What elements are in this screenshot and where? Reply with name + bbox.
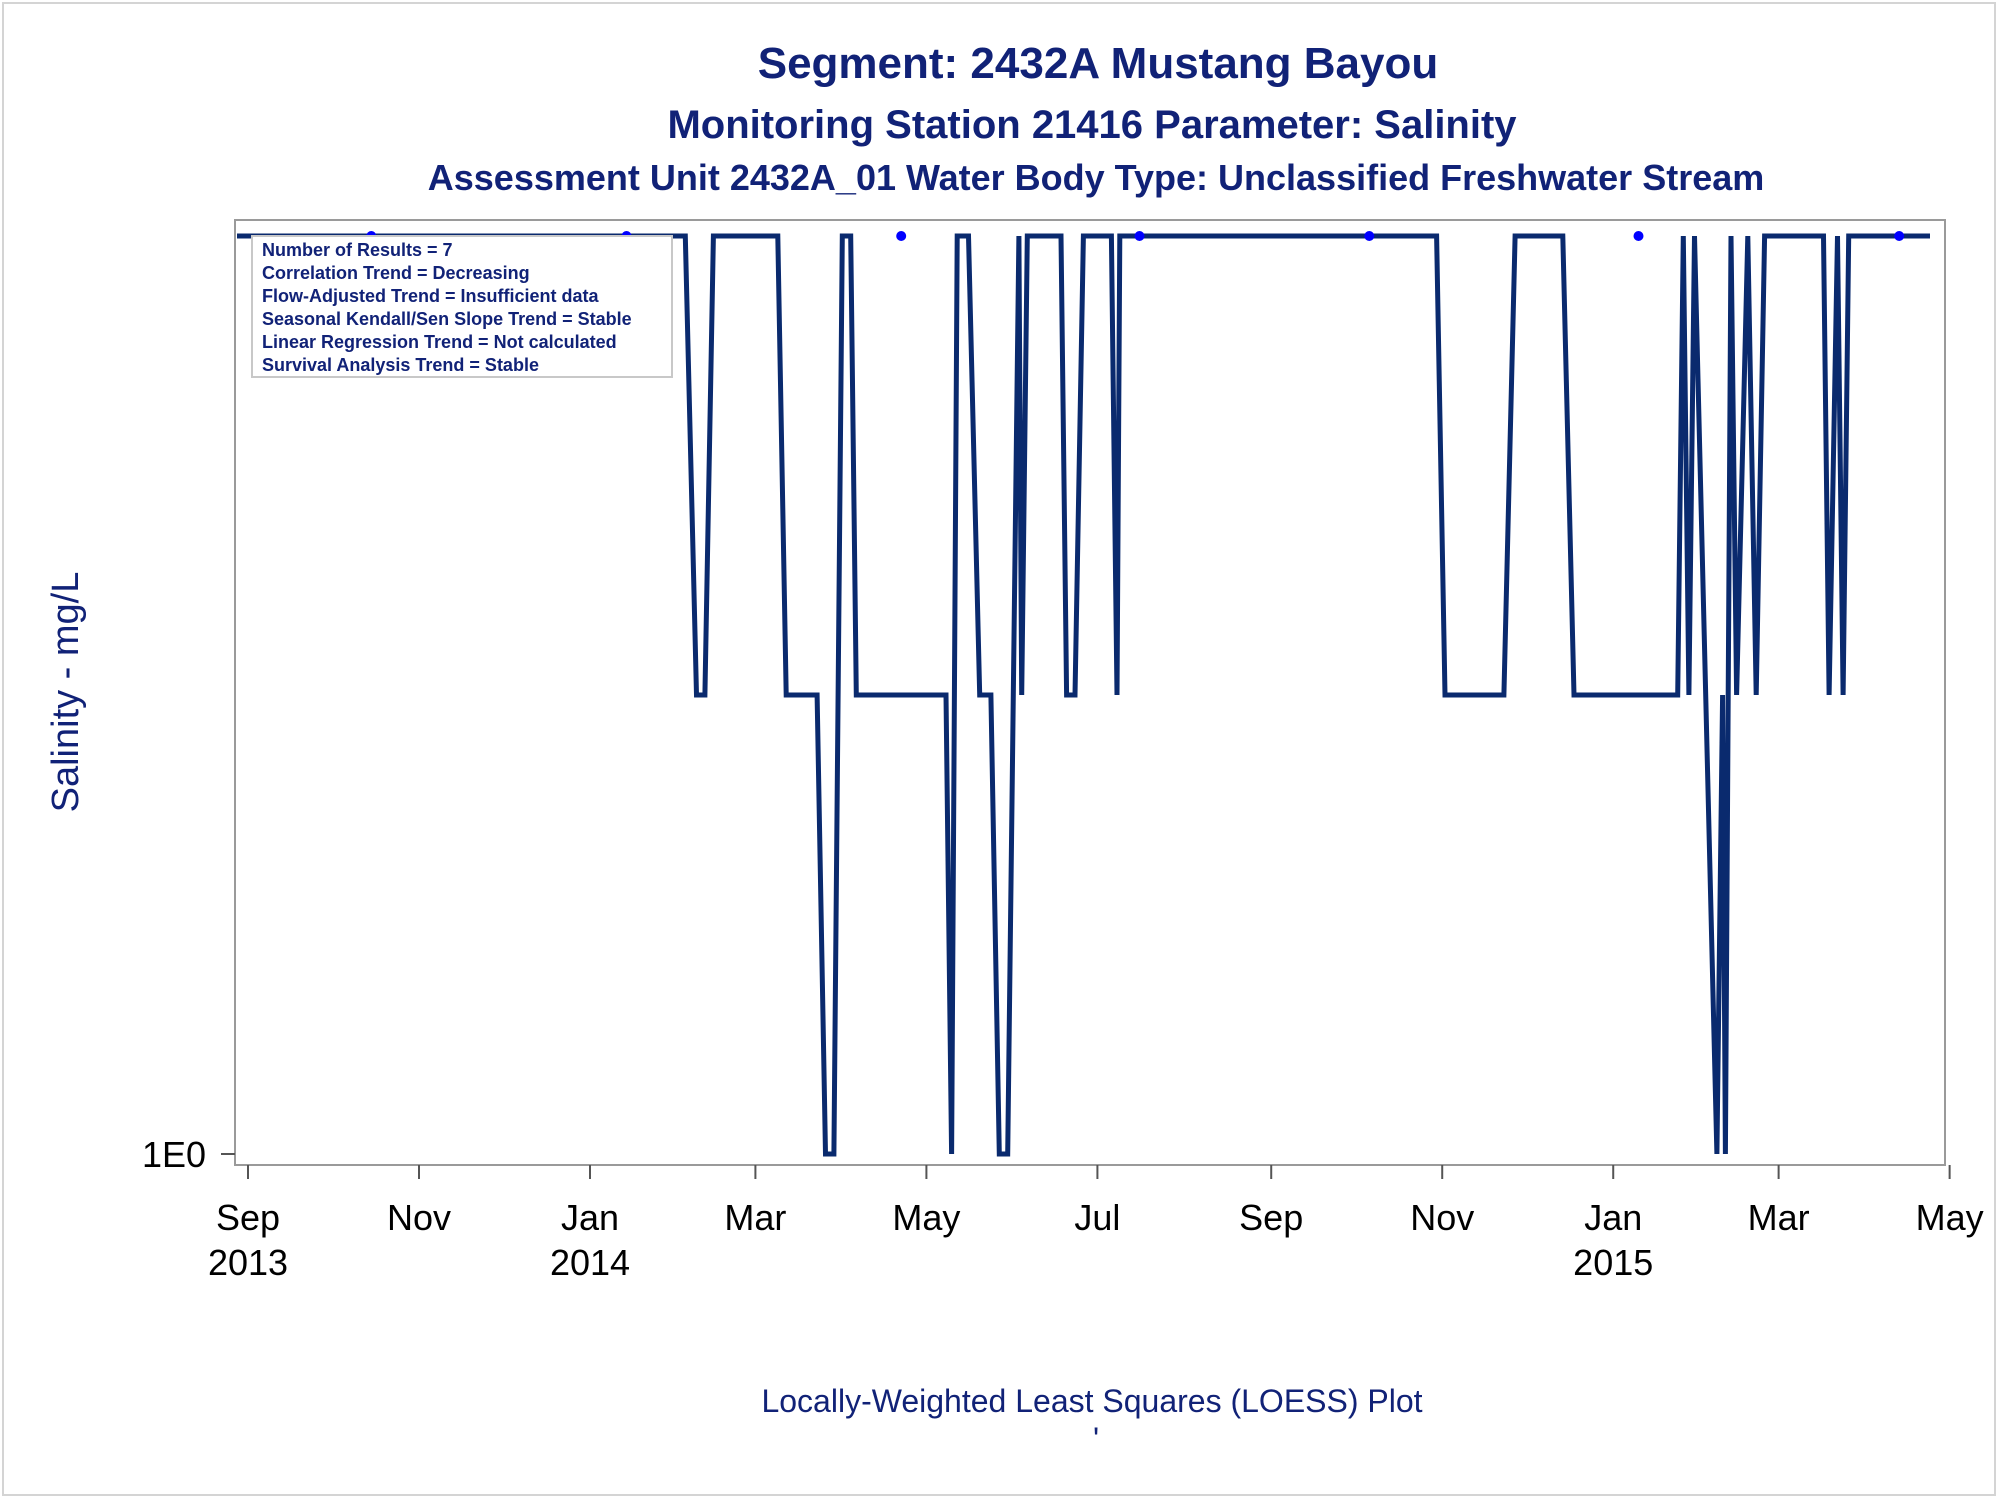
x-tick-year-label: 2014 — [549, 1242, 631, 1283]
x-tick-label: Jul — [1074, 1197, 1121, 1238]
y-tick-label: 1E0 — [141, 1134, 206, 1175]
x-tick-label: Mar — [1747, 1197, 1810, 1238]
x-tick-label: Sep — [215, 1197, 281, 1238]
y-axis-label: Salinity - mg/L — [45, 571, 87, 813]
inset-line-flow-adjusted: Flow-Adjusted Trend = Insufficient data — [262, 286, 599, 306]
x-tick-label: Nov — [386, 1197, 452, 1238]
inset-line-survival: Survival Analysis Trend = Stable — [262, 355, 539, 375]
data-point — [1135, 231, 1145, 241]
chart-subtitle: Monitoring Station 21416 Parameter: Salinity — [667, 103, 1517, 147]
footnote-mark: ' — [1092, 1421, 1100, 1457]
stats-inset — [252, 236, 672, 377]
inset-line-seasonal-kendall: Seasonal Kendall/Sen Slope Trend = Stable — [262, 309, 632, 329]
inset-line-correlation: Correlation Trend = Decreasing — [262, 263, 530, 283]
x-tick-label: Nov — [1410, 1197, 1475, 1238]
y-axis — [142, 1134, 235, 1175]
x-tick-label: Jan — [560, 1197, 620, 1238]
x-tick-label: Jan — [1584, 1197, 1643, 1238]
inset-line-linear-regression: Linear Regression Trend = Not calculated — [262, 332, 617, 352]
x-tick-label: May — [1915, 1197, 1984, 1238]
chart-subtitle-2: Assessment Unit 2432A_01 Water Body Type: Unclassified Freshwater Stream — [427, 157, 1765, 198]
x-tick-year-label: 2013 — [207, 1242, 289, 1283]
data-point — [1894, 231, 1904, 241]
data-point — [896, 231, 906, 241]
data-point — [1634, 231, 1644, 241]
x-axis-label: Locally-Weighted Least Squares (LOESS) Plot — [761, 1383, 1423, 1419]
chart-title: Segment: 2432A Mustang Bayou — [757, 39, 1439, 88]
x-tick-label: Sep — [1239, 1197, 1304, 1238]
x-tick-label: Mar — [724, 1197, 787, 1238]
x-tick-year-label: 2015 — [1573, 1242, 1654, 1283]
data-point — [1364, 231, 1374, 241]
x-axis — [208, 1165, 1984, 1283]
x-tick-label: May — [892, 1197, 961, 1238]
inset-line-results: Number of Results = 7 — [262, 240, 453, 260]
